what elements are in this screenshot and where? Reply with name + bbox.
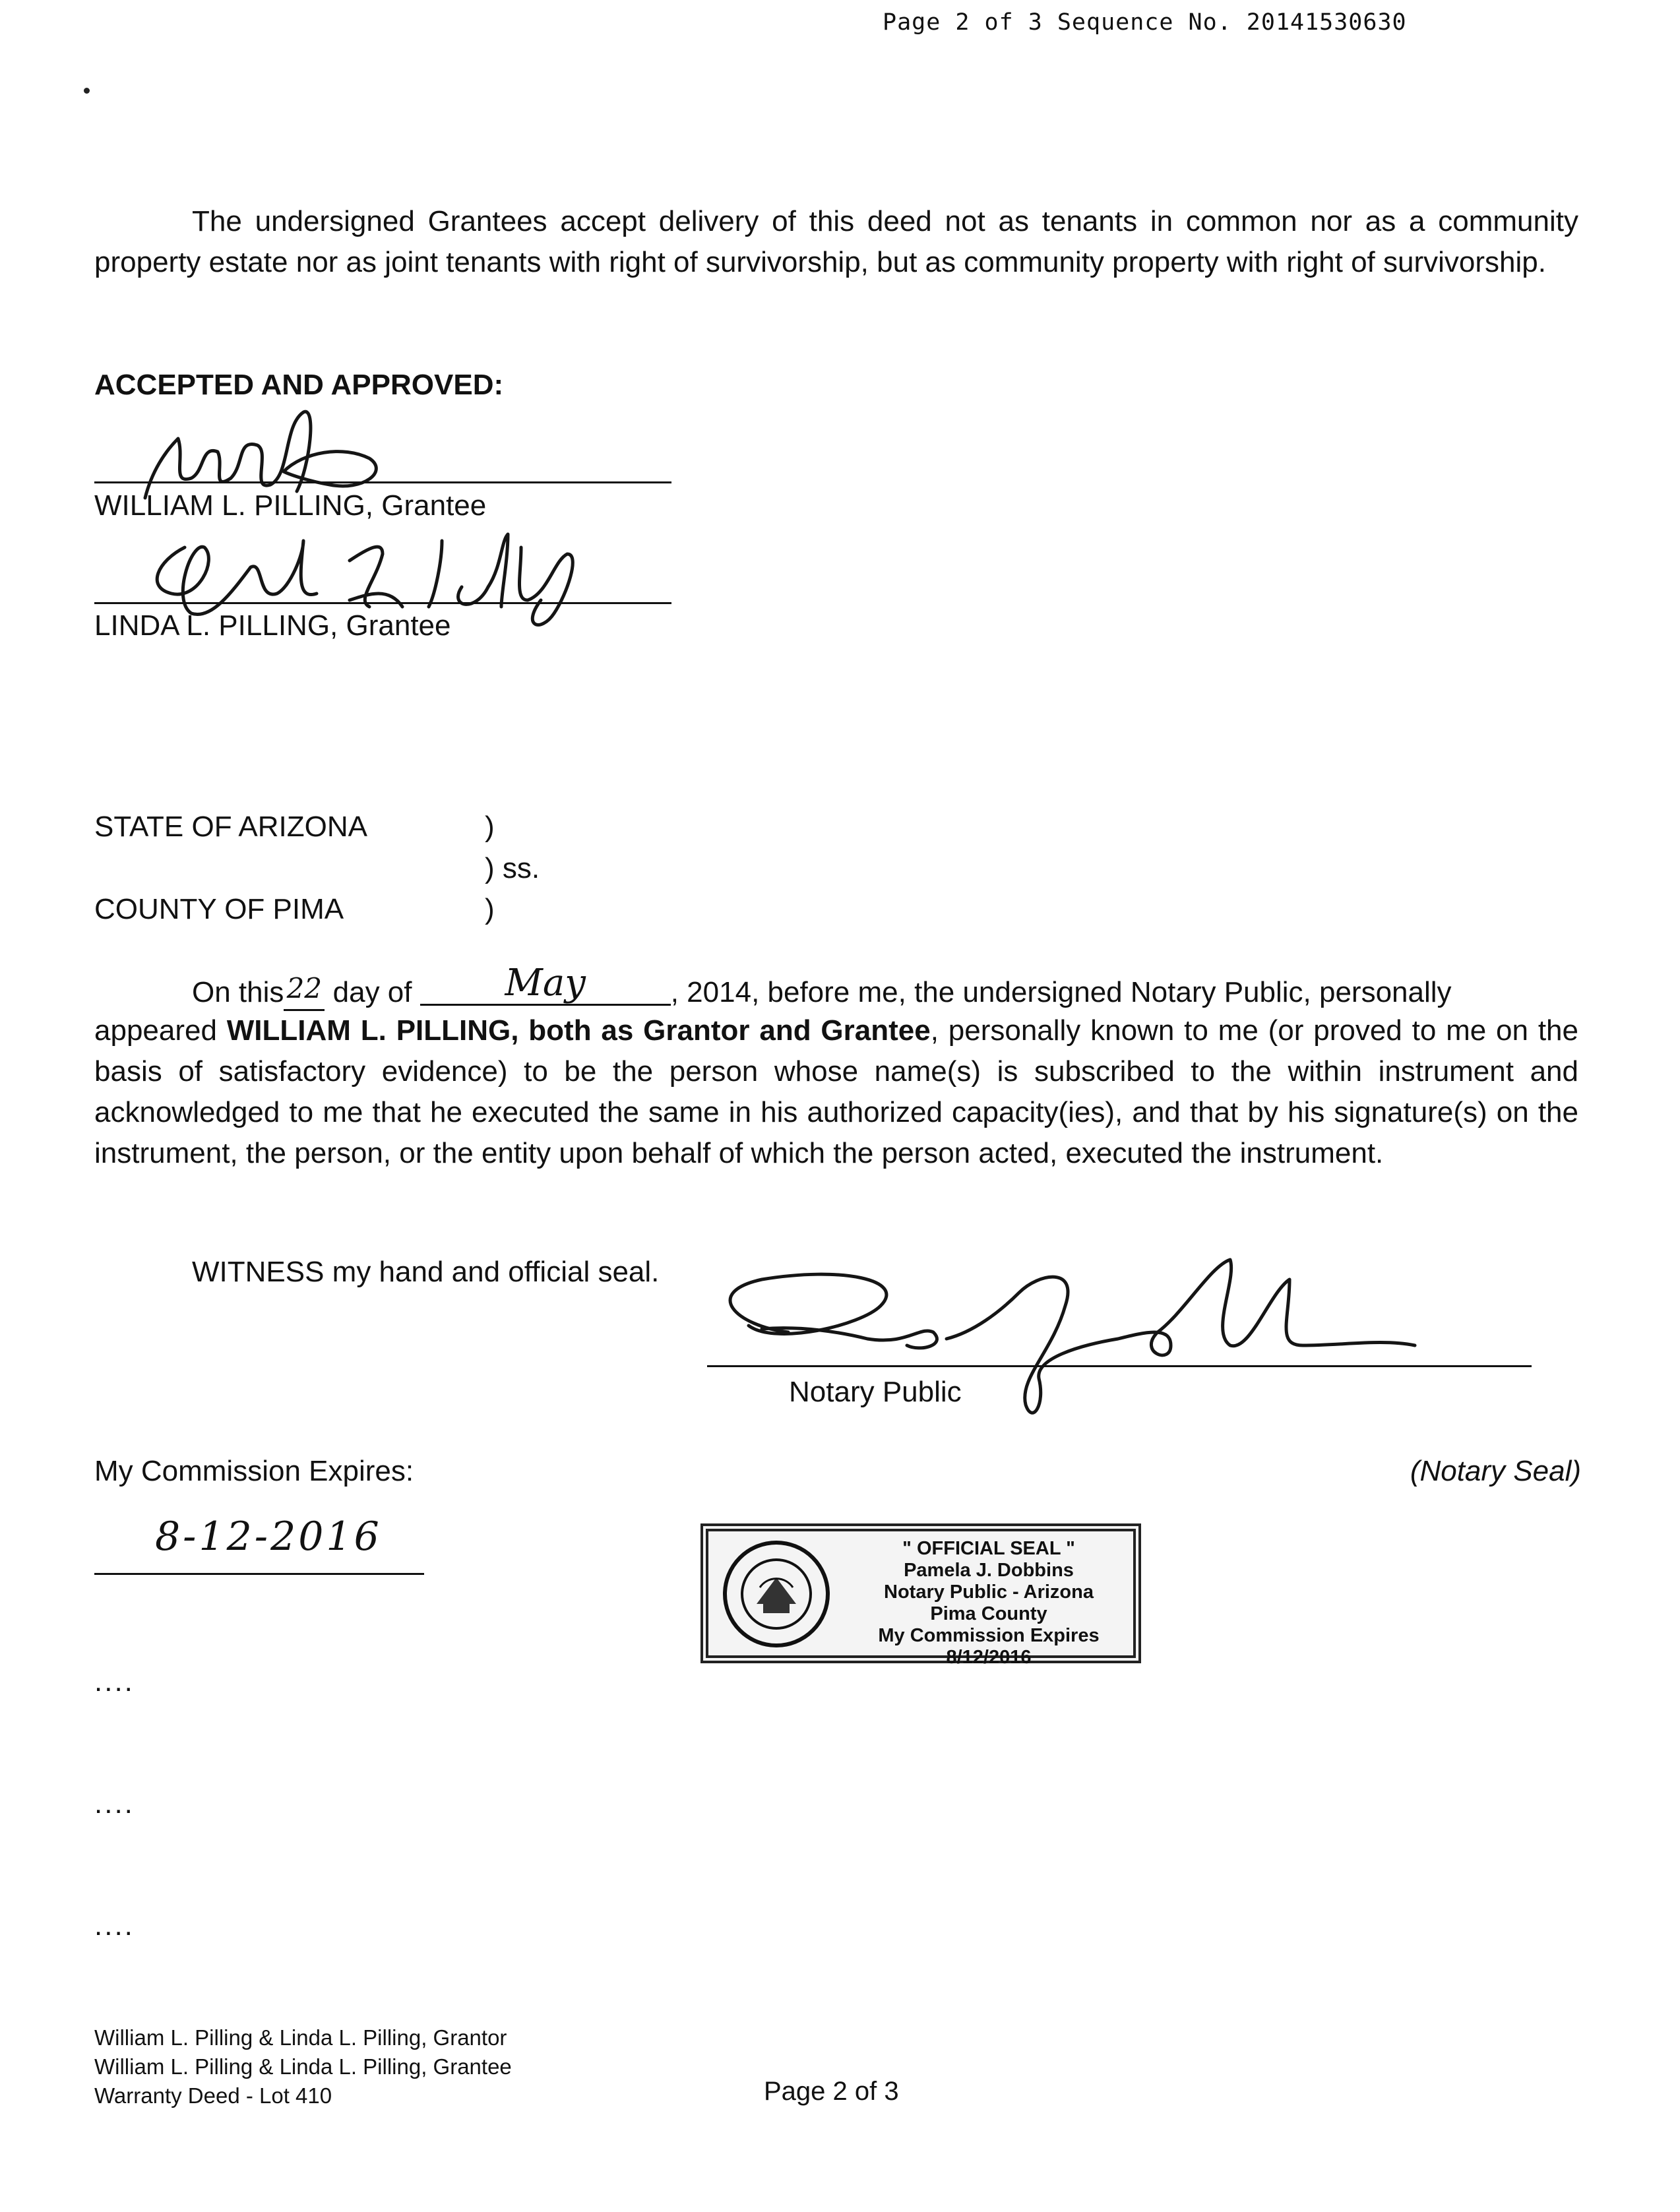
acceptance-paragraph: The undersigned Grantees accept delivery of this deed not as tenants in common nor as a community property estate nor as joint tenants with right of survivorship, but as community property with right of survivorship.	[94, 205, 1578, 278]
venue-county: COUNTY OF PIMA	[94, 893, 344, 925]
notary-public-label: Notary Public	[789, 1376, 962, 1408]
grantee1-name: WILLIAM L. PILLING, Grantee	[94, 489, 487, 522]
grantee2-signature-line	[94, 602, 671, 604]
seal-line4: Pima County	[930, 1603, 1047, 1624]
footer-grantee: William L. Pilling & Linda L. Pilling, Grantee	[94, 2054, 512, 2079]
ack-appeared-bold: WILLIAM L. PILLING, both as Grantor and Grantee	[226, 1014, 931, 1047]
scan-speck	[84, 88, 90, 94]
ack-first-line	[192, 962, 1578, 1015]
footer-grantor: William L. Pilling & Linda L. Pilling, Grantor	[94, 2025, 507, 2050]
venue-paren-top: )	[485, 811, 495, 843]
venue-state: STATE OF ARIZONA	[94, 811, 367, 843]
witness-text: WITNESS my hand and official seal.	[192, 1256, 660, 1288]
footer-deed: Warranty Deed - Lot 410	[94, 2083, 332, 2108]
commission-date-line	[94, 1573, 424, 1575]
dots-row: ....	[94, 1665, 135, 1698]
grantee1-signature-line	[94, 481, 671, 483]
ack-day-field: 22	[284, 968, 325, 1011]
ack-appeared: appeared	[94, 1014, 227, 1047]
official-seal-stamp	[700, 1523, 1141, 1668]
notary-signature-line	[707, 1365, 1532, 1367]
sequence-header: Page 2 of 3 Sequence No. 20141530630	[883, 9, 1407, 36]
commission-date-handwritten: 8-12-2016	[155, 1514, 382, 1560]
venue-paren-ss: ) ss.	[485, 852, 540, 884]
notary-seal-label: (Notary Seal)	[1410, 1455, 1581, 1487]
venue-paren-bottom: )	[485, 893, 495, 925]
ack-month-field: May	[420, 963, 671, 1006]
ack-line1-rest: , 2014, before me, the undersigned Notary Public, personally	[670, 976, 1452, 1008]
ack-day-of: day of	[332, 976, 412, 1008]
seal-line2: Pamela J. Dobbins	[904, 1560, 1074, 1581]
ack-rest: , personally known to me (or proved to me on the basis of satisfactory evidence) to be the person whose name(s) is subscribed to the within instrument and acknowledged to me that he executed the same in his authorized capacity(ies), and that by his signature(s) on the instrument, the person, or the entity upon behalf of which the person acted, executed the instrument.	[94, 1014, 1578, 1169]
seal-line3: Notary Public - Arizona	[884, 1582, 1094, 1603]
dots-row: ....	[94, 1909, 135, 1942]
dots-row: ....	[94, 1787, 135, 1820]
official-seal-text	[840, 1538, 1137, 1669]
accepted-heading: ACCEPTED AND APPROVED:	[94, 369, 504, 401]
seal-line1: " OFFICIAL SEAL "	[902, 1538, 1075, 1559]
grantee2-name: LINDA L. PILLING, Grantee	[94, 609, 451, 642]
seal-line5: My Commission Expires 8/12/2016	[878, 1625, 1100, 1668]
footer-page-number: Page 2 of 3	[764, 2077, 899, 2106]
state-seal-icon	[720, 1538, 832, 1650]
commission-label: My Commission Expires:	[94, 1455, 414, 1487]
ack-paragraph	[94, 1010, 1578, 1174]
ack-on-this: On this	[192, 976, 284, 1008]
